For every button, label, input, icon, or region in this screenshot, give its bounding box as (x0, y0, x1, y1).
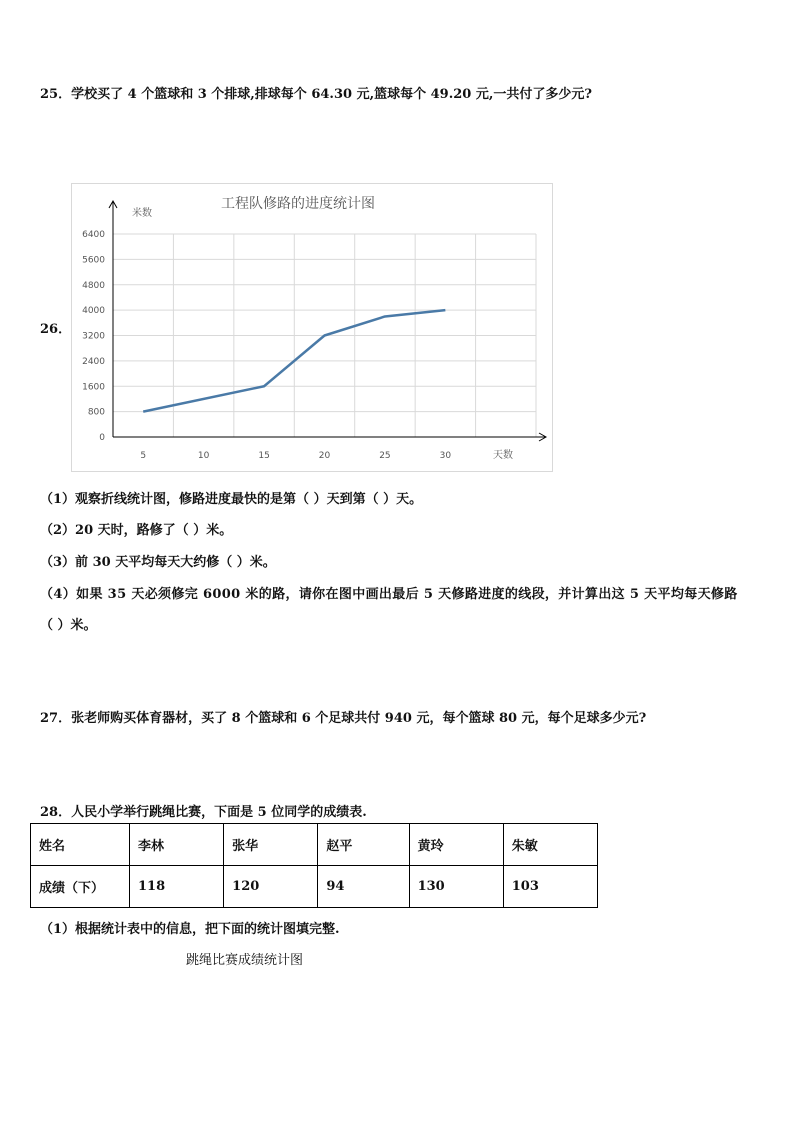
question-28-part-1: （1）根据统计表中的信息，把下面的统计图填完整. (40, 922, 340, 937)
y-tick-label: 800 (87, 407, 105, 418)
table-cell: 130 (409, 866, 503, 908)
table-cell: 120 (224, 866, 318, 908)
table-cell: 张华 (224, 824, 318, 866)
x-tick-label: 10 (197, 451, 210, 461)
x-tick-label: 25 (379, 451, 391, 461)
table-cell: 黄玲 (409, 824, 503, 866)
table-cell: 94 (318, 866, 409, 908)
table-cell: 李林 (130, 824, 224, 866)
table-cell: 118 (130, 866, 224, 908)
x-tick-label: 15 (258, 451, 270, 461)
question-26-part-3: （3）前 30 天平均每天大约修（ ）米。 (40, 555, 276, 570)
table-cell: 成绩（下） (31, 866, 130, 908)
x-tick-label: 5 (140, 451, 147, 461)
question-26-part-4-answer: （ ）米。 (40, 618, 97, 633)
y-tick-label: 4000 (82, 306, 105, 317)
chart-svg (72, 184, 552, 471)
question-26-part-2: （2）20 天时，路修了（ ）米。 (40, 523, 233, 538)
chart-title: 工程队修路的进度统计图 (221, 196, 375, 212)
score-table (30, 823, 598, 908)
chart-x-axis-label: 天数 (493, 450, 513, 461)
x-tick-label: 20 (318, 451, 331, 461)
y-tick-label: 1600 (82, 382, 105, 393)
chart-ticks (82, 230, 451, 461)
y-tick-label: 4800 (82, 280, 105, 291)
chart-y-axis-label: 米数 (132, 208, 152, 219)
y-tick-label: 6400 (82, 230, 105, 240)
y-tick-label: 2400 (82, 356, 105, 367)
question-25: 25．学校买了 4 个篮球和 3 个排球,排球每个 64.30 元,篮球每个 49.20 元,一共付了多少元? (40, 87, 592, 102)
progress-line-chart (71, 183, 553, 472)
table-cell: 103 (503, 866, 597, 908)
question-26-number: 26． (40, 322, 72, 337)
table-cell: 姓名 (31, 824, 130, 866)
x-tick-label: 30 (439, 451, 452, 461)
question-26-part-4: （4）如果 35 天必须修完 6000 米的路，请你在图中画出最后 5 天修路进度的线段，并计算出这 5 天平均每天修路 (40, 587, 738, 602)
y-tick-label: 0 (99, 433, 105, 443)
y-tick-label: 5600 (82, 255, 105, 266)
question-27: 27．张老师购买体育器材，买了 8 个篮球和 6 个足球共付 940 元，每个篮球 80 元，每个足球多少元? (40, 711, 647, 726)
table-header-row (31, 824, 598, 866)
jump-rope-chart-title: 跳绳比赛成绩统计图 (186, 953, 304, 968)
table-row (31, 866, 598, 908)
y-tick-label: 3200 (82, 331, 105, 342)
table-cell: 朱敏 (503, 824, 597, 866)
question-28: 28．人民小学举行跳绳比赛，下面是 5 位同学的成绩表. (40, 805, 367, 820)
table-cell: 赵平 (318, 824, 409, 866)
question-26-part-1: （1）观察折线统计图，修路进度最快的是第（ ）天到第（ ）天。 (40, 492, 423, 507)
